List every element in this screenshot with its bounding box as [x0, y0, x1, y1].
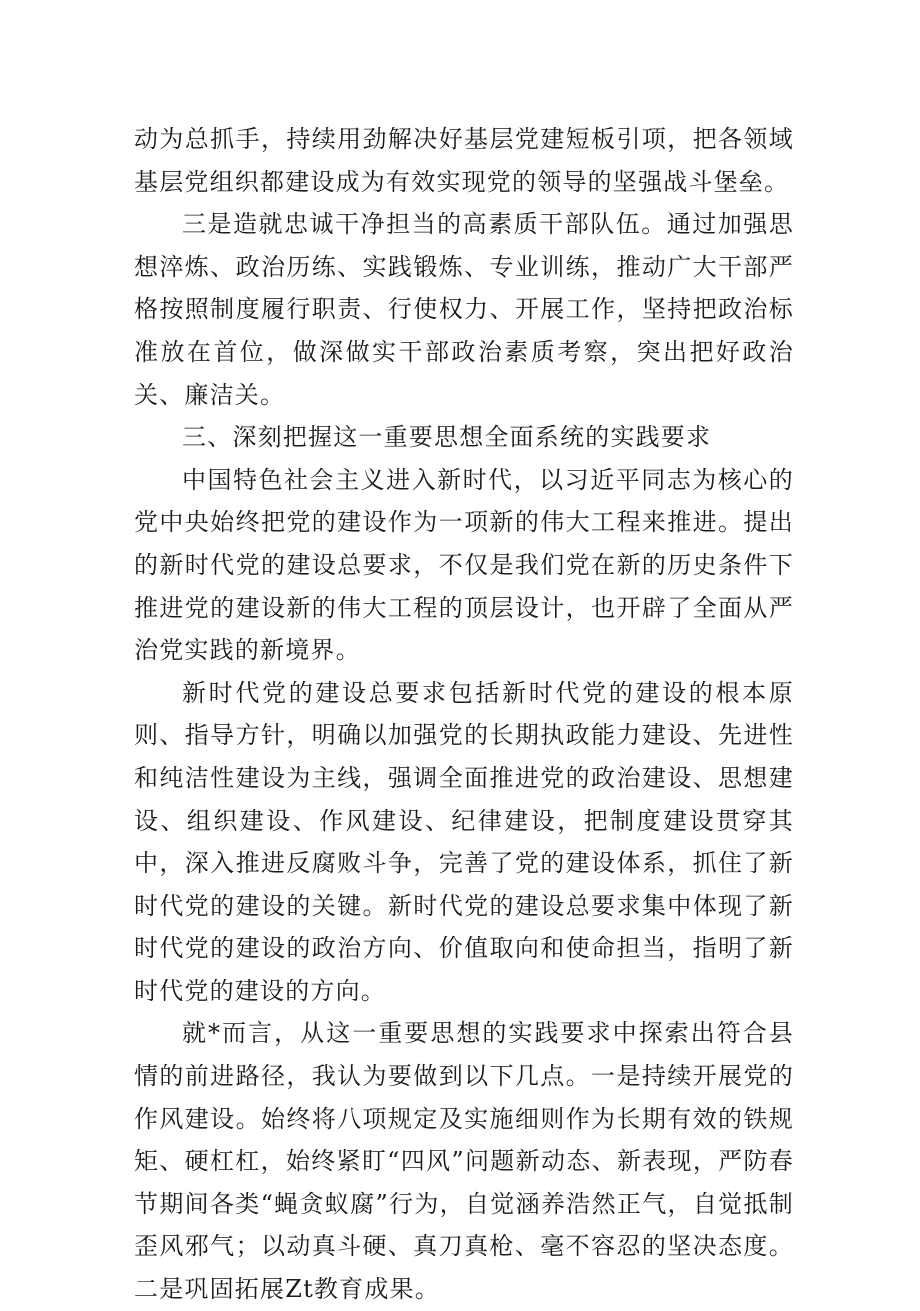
paragraph-new-era: 中国特色社会主义进入新时代，以习近平同志为核心的党中央始终把党的建设作为一项新的伟大工程来推进。提出的新时代党的建设总要求，不仅是我们党在新的历史条件下推进党的建设新的伟大工程的顶层设计，也开辟了全面从严治党实践的新境界。: [134, 465, 794, 665]
section-heading-3: 三、深刻把握这一重要思想全面系统的实践要求: [182, 423, 712, 452]
paragraph-county-practice: 就*而言，从这一重要思想的实践要求中探索出符合县情的前进路径，我认为要做到以下几点。一是持续开展党的作风建设。始终将八项规定及实施细则作为长期有效的铁规矩、硬杠杠，始终紧盯“四风”问题新动态、新表现，严防春节期间各类“蝇贪蚁腐”行为，自觉涵养浩然正气，自觉抵制歪风邪气；以动真斗硬、真刀真枪、毫不容忍的坚决态度。二是巩固拓展Zt教育成果。: [134, 1019, 794, 1304]
document-body: [134, 118, 794, 1311]
paragraph-cadre-team: 三是造就忠诚干净担当的高素质干部队伍。通过加强思想淬炼、政治历练、实践锻炼、专业训练，推动广大干部严格按照制度履行职责、行使权力、开展工作，坚持把政治标准放在首位，做深做实干部政治素质考察，突出把好政治关、廉洁关。: [134, 210, 794, 409]
paragraph-continuation: 动为总抓手，持续用劲解决好基层党建短板引项，把各领域基层党组织都建设成为有效实现党的领导的坚强战斗堡垒。: [134, 125, 794, 196]
paragraph-general-requirements: 新时代党的建设总要求包括新时代党的建设的根本原则、指导方针，明确以加强党的长期执政能力建设、先进性和纯洁性建设为主线，强调全面推进党的政治建设、思想建设、组织建设、作风建设、纪律建设，把制度建设贯穿其中，深入推进反腐败斗争，完善了党的建设体系，抓住了新时代党的建设的关键。新时代党的建设总要求集中体现了新时代党的建设的政治方向、价值取向和使命担当，指明了新时代党的建设的方向。: [134, 678, 794, 1005]
